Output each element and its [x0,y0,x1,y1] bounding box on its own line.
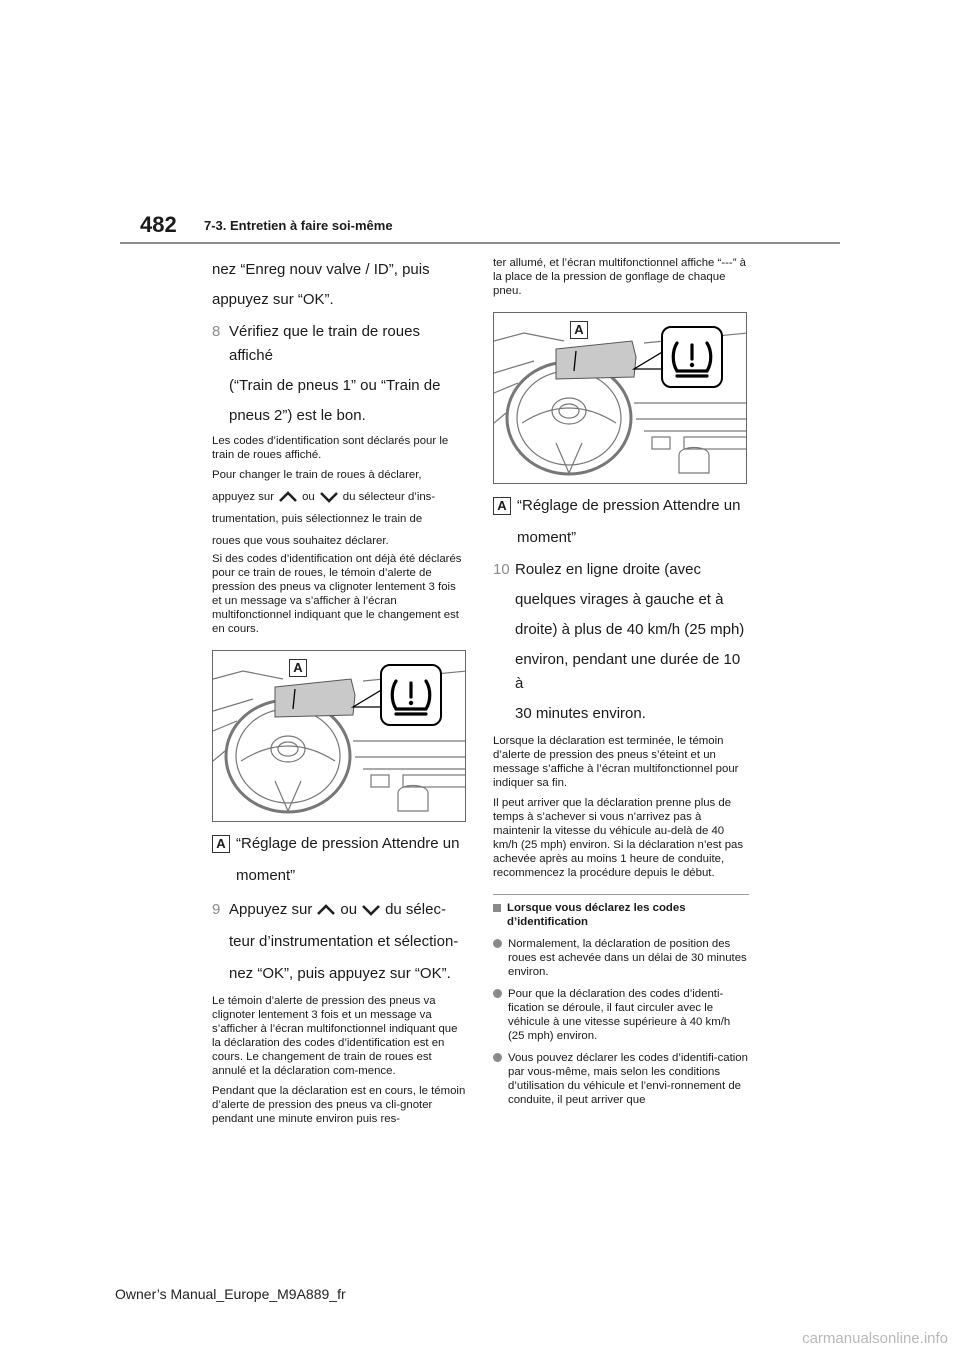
step-line: 30 minutes environ. [515,705,646,722]
paragraph: Pour changer le train de roues à déclarer, [212,469,422,481]
chevron-up-icon [315,903,337,917]
text: ou [340,901,358,918]
text: appuyez sur [212,491,275,503]
paragraph: Pendant que la déclaration est en cours, le témoin d’alerte de pression des pneus va cli-gnoter pendant une minute environ puis res- [212,1085,466,1125]
bullet-text: Normalement, la déclaration de position des roues est achevée dans un délai de 30 minutes environ. [508,938,747,978]
bullet-text: Pour que la déclaration des codes d’identi-fication se déroule, il faut circuler avec le véhicule à une vitesse supérieure à 40 km/h (25 mph) environ. [508,988,731,1042]
figure-callout-a: A [570,321,588,339]
footer-manual-id: Owner’s Manual_Europe_M9A889_fr [115,1286,346,1302]
step-10 [493,558,749,726]
step-line: (“Train de pneus 1” ou “Train de [229,377,441,394]
paragraph: Si des codes d’identification ont déjà été déclarés pour ce train de roues, le témoin d’alerte de pression des pneus va clignoter lentement 3 fois et un message va s’afficher à l’écran multifonctionnel indiquant que le changement est en cours. [212,553,462,635]
caption-text: moment” [236,867,296,884]
paragraph: Il peut arriver que la déclaration prenne plus de temps à s’achever si vous n’arrivez pas à maintenir la vitesse du véhicule au-delà de 40 km/h (25 mph) environ. Si la déclaration n’est pas achevée après au moins 1 heure de conduite, recommencez la procédure depuis le début. [493,797,744,879]
continuation-line-1: nez “Enreg nouv valve / ID”, puis [212,261,430,278]
paragraph: roues que vous souhaitez déclarer. [212,535,389,547]
step-9 [212,898,468,986]
step-line: teur d’instrumentation et sélection- [229,933,459,950]
chevron-down-icon [360,903,382,917]
paragraph: Le témoin d’alerte de pression des pneus va clignoter lentement 3 fois et un message va s’afficher à l’écran multifonctionnel indiquant que la déclaration des codes d’identification est en cours. Le changement de train de roues est annulé et la déclaration com-mence. [212,995,458,1077]
page-number: 482 [140,212,177,237]
paragraph: Les codes d’identification sont déclarés pour le train de roues affiché. [212,435,449,461]
dashboard-figure [212,650,466,822]
paragraph: Lorsque la déclaration est terminée, le témoin d’alerte de pression des pneus s’éteint et un message s’affiche à l’écran multifonctionnel pour indiquer sa fin. [493,735,739,789]
note-divider [493,894,749,895]
caption-text: moment” [517,529,577,546]
step-number: 10 [493,561,510,578]
step-line: Vérifiez que le train de roues affiché [229,323,420,364]
square-bullet-icon [493,904,501,912]
step-line: droite) à plus de 40 km/h (25 mph) [515,621,745,638]
figure-callout-a: A [289,659,307,677]
bullet-item [493,1051,749,1107]
step-number: 8 [212,323,221,340]
step-line: quelques virages à gauche et à [515,591,724,608]
bullet-text: Vous pouvez déclarer les codes d’identifi-cation par vous-même, mais selon les conditions d’utilisation du véhicule et l’envi-ronnement de conduite, il peut arriver que [508,1052,748,1106]
step-line: nez “OK”, puis appuyez sur “OK”. [229,965,451,982]
figure-caption [493,494,749,550]
continuation-line-2: appuyez sur “OK”. [212,291,334,308]
circle-bullet-icon [493,939,502,948]
chevron-down-icon [318,490,340,504]
text: Appuyez sur [229,901,313,918]
section-title: 7-3. Entretien à faire soi-même [204,218,393,233]
paragraph: trumentation, puis sélectionnez le train de [212,513,423,525]
text: ou [302,491,315,503]
caption-label-a: A [212,835,230,853]
circle-bullet-icon [493,1053,502,1062]
step-8 [212,320,468,428]
right-column [493,256,749,1107]
text: du sélec- [385,901,446,918]
chevron-up-icon [277,490,299,504]
left-column [212,258,468,1126]
caption-text: “Réglage de pression Attendre un [236,835,460,852]
paragraph-with-icons [212,490,468,504]
text: du sélecteur d’ins- [342,491,436,503]
step-line: environ, pendant une durée de 10 à [515,651,741,692]
paragraph: ter allumé, et l’écran multifonctionnel affiche “---” à la place de la pression de gonflage de chaque pneu. [493,257,747,297]
step-number: 9 [212,901,221,918]
dashboard-illustration [494,313,747,484]
caption-label-a: A [493,497,511,515]
note-heading [493,901,749,929]
header-rule [120,242,840,244]
caption-text: “Réglage de pression Attendre un [517,497,741,514]
dashboard-illustration [213,651,466,822]
figure-caption [212,832,468,888]
bullet-item [493,987,749,1043]
bullet-item [493,937,749,979]
circle-bullet-icon [493,989,502,998]
step-line [229,898,468,922]
step-line: Roulez en ligne droite (avec [515,561,701,578]
dashboard-figure [493,312,747,484]
step-line: pneus 2”) est le bon. [229,407,366,424]
watermark: carmanualsonline.info [802,1330,948,1347]
note-heading-text: Lorsque vous déclarez les codes d’identification [507,902,686,928]
